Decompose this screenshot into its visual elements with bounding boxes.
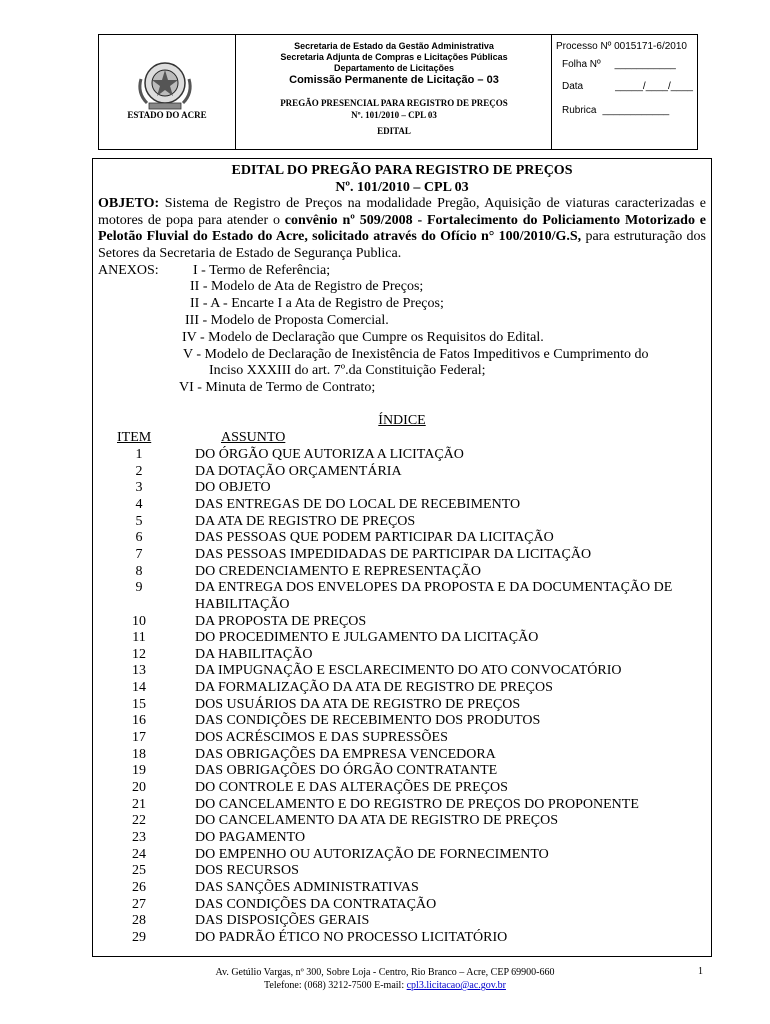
edital-title: EDITAL DO PREGÃO PARA REGISTRO DE PREÇOS — [231, 163, 573, 178]
header-institution-cell — [235, 35, 552, 149]
index-item-subject: DO CANCELAMENTO E DO REGISTRO DE PREÇOS DO PROPONENTE — [195, 796, 639, 812]
anexo-item: V - Modelo de Declaração de Inexistência de Fatos Impeditivos e Cumprimento do — [183, 347, 649, 362]
rubrica-row — [562, 105, 669, 116]
index-item-number: 11 — [132, 630, 146, 646]
header-line-3: Departamento de Licitações — [333, 63, 455, 73]
index-item-subject: DAS ENTREGAS DE DO LOCAL DE RECEBIMENTO — [195, 496, 521, 512]
index-item-number: 5 — [135, 513, 143, 529]
objeto-label: OBJETO: — [98, 196, 160, 211]
index-item-number: 27 — [132, 896, 146, 912]
data-label: Data — [562, 81, 584, 92]
index-item-number: 15 — [132, 696, 146, 712]
index-item-subject: DOS ACRÉSCIMOS E DAS SUPRESSÕES — [195, 730, 448, 746]
header-pregao — [236, 97, 552, 121]
index-item-number: 4 — [135, 496, 143, 512]
footer-contact — [0, 979, 770, 992]
folha-label: Folha Nº — [562, 59, 601, 70]
index-item-subject: DAS CONDIÇÕES DE RECEBIMENTO DOS PRODUTOS — [195, 713, 541, 729]
header-pregao-line-1: PREGÃO PRESENCIAL PARA REGISTRO DE PREÇOS — [280, 98, 508, 108]
data-row — [562, 81, 693, 92]
indice-heading: ÍNDICE — [378, 413, 426, 428]
index-item-subject: DO CREDENCIAMENTO E REPRESENTAÇÃO — [195, 563, 482, 579]
index-item-subject: DAS DISPOSIÇÕES GERAIS — [195, 913, 370, 929]
page-footer — [0, 966, 770, 992]
index-item-number: 17 — [132, 730, 146, 746]
document-header — [98, 34, 698, 150]
process-number: Processo Nº 0015171-6/2010 — [556, 41, 687, 52]
index-item-number: 18 — [132, 746, 146, 762]
index-item-subject: DO OBJETO — [195, 480, 271, 496]
index-item-subject: DA FORMALIZAÇÃO DA ATA DE REGISTRO DE PREÇOS — [195, 680, 553, 696]
index-item-subject: DO ÓRGÃO QUE AUTORIZA A LICITAÇÃO — [195, 447, 464, 462]
anexo-item: IV - Modelo de Declaração que Cumpre os Requisitos do Edital. — [182, 330, 544, 345]
index-item-number: 16 — [132, 713, 146, 729]
column-header-item: ITEM — [117, 430, 152, 445]
index-item-subject: DAS OBRIGAÇÕES DA EMPRESA VENCEDORA — [195, 746, 496, 762]
anexo-item: III - Modelo de Proposta Comercial. — [185, 313, 389, 328]
index-item-number: 19 — [132, 763, 146, 779]
index-item-number: 14 — [132, 680, 146, 696]
edital-body — [92, 158, 712, 957]
header-line-1: Secretaria de Estado da Gestão Administrativa — [294, 41, 494, 51]
index-item-subject: DAS CONDIÇÕES DA CONTRATAÇÃO — [195, 896, 437, 912]
header-edital-label: EDITAL — [377, 126, 411, 136]
folha-value: ___________ — [614, 59, 676, 70]
index-item-number: 6 — [135, 530, 143, 546]
index-item-subject: DAS PESSOAS IMPEDIDADAS DE PARTICIPAR DA LICITAÇÃO — [195, 546, 592, 562]
index-item-number: 12 — [132, 646, 146, 662]
index-item-number: 10 — [132, 613, 146, 629]
objeto-text-2: para estruturação dos Setores da Secretaria de Estado de Segurança Publica. — [98, 229, 706, 261]
index-item-subject: DAS OBRIGAÇÕES DO ÓRGÃO CONTRATANTE — [195, 763, 498, 779]
anexo-item: Inciso XXXIII do art. 7º.da Constituição Federal; — [209, 363, 486, 378]
index-item-subject: DA PROPOSTA DE PREÇOS — [195, 613, 367, 629]
index-item-subject: DO PADRÃO ÉTICO NO PROCESSO LICITATÓRIO — [195, 929, 508, 945]
index-item-number: 20 — [132, 780, 146, 795]
edital-subtitle: Nº. 101/2010 – CPL 03 — [335, 180, 469, 195]
index-item-subject: DA IMPUGNAÇÃO E ESCLARECIMENTO DO ATO CONVOCATÓRIO — [195, 663, 622, 679]
index-item-number: 8 — [135, 563, 143, 579]
index-item-subject: DA ENTREGA DOS ENVELOPES DA PROPOSTA E DA DOCUMENTAÇÃO DE HABILITAÇÃO — [195, 580, 673, 612]
index-item-subject: DO CANCELAMENTO DA ATA DE REGISTRO DE PREÇOS — [195, 813, 559, 829]
index-item-number: 9 — [135, 580, 143, 596]
index-item-number: 23 — [132, 829, 146, 845]
index-item-number: 25 — [132, 863, 146, 879]
index-item-subject: DA HABILITAÇÃO — [195, 646, 313, 662]
index-item-subject: DOS USUÁRIOS DA ATA DE REGISTRO DE PREÇOS — [195, 696, 521, 712]
index-item-number: 2 — [135, 463, 143, 479]
footer-phone: Telefone: (068) 3212-7500 E-mail: — [264, 980, 405, 991]
index-item-number: 29 — [132, 929, 146, 945]
header-commission: Comissão Permanente de Licitação – 03 — [289, 74, 499, 86]
index-item-subject: DO CONTROLE E DAS ALTERAÇÕES DE PREÇOS — [195, 780, 508, 795]
anexo-item: I - Termo de Referência; — [193, 263, 331, 278]
index-item-number: 22 — [132, 813, 146, 829]
index-item-subject: DAS PESSOAS QUE PODEM PARTICIPAR DA LICITAÇÃO — [195, 530, 554, 546]
page-number: 1 — [698, 966, 703, 977]
index-item-number: 1 — [135, 447, 143, 462]
header-process-cell — [551, 35, 698, 149]
index-item-subject: DA DOTAÇÃO ORÇAMENTÁRIA — [195, 463, 402, 479]
objeto-bold: convênio nº 509/2008 - Fortalecimento do Policiamento Motorizado e Pelotão Fluvial do Estado do Acre, solicitado através do Ofício n° 100/2010/G.S, — [98, 212, 706, 245]
rubrica-label: Rubrica — [562, 105, 597, 116]
footer-email-link[interactable]: cpl3.licitacao@ac.gov.br — [406, 980, 506, 991]
index-item-number: 26 — [132, 879, 146, 895]
index-item-number: 13 — [132, 663, 146, 679]
index-item-subject: DO EMPENHO OU AUTORIZAÇÃO DE FORNECIMENTO — [195, 846, 549, 862]
objeto-paragraph — [98, 196, 706, 262]
index-item-subject: DO PROCEDIMENTO E JULGAMENTO DA LICITAÇÃO — [195, 630, 539, 646]
state-label: ESTADO DO ACRE — [127, 110, 207, 120]
anexos-label: ANEXOS: — [98, 263, 159, 278]
anexo-item: VI - Minuta de Termo de Contrato; — [179, 380, 376, 395]
state-seal-icon — [133, 53, 197, 117]
index-item-subject: DO PAGAMENTO — [195, 829, 306, 845]
index-item-subject: DA ATA DE REGISTRO DE PREÇOS — [195, 513, 416, 529]
anexo-item: II - Modelo de Ata de Registro de Preços; — [190, 279, 424, 294]
index-item-number: 7 — [135, 546, 143, 562]
index-item-number: 3 — [135, 480, 143, 496]
index-item-number: 24 — [132, 846, 146, 862]
folha-row — [562, 59, 676, 70]
header-line-2: Secretaria Adjunta de Compras e Licitações Públicas — [280, 52, 508, 62]
footer-address: Av. Getúlio Vargas, nº 300, Sobre Loja - Centro, Rio Branco – Acre, CEP 69900-660 — [215, 967, 555, 978]
column-header-assunto: ASSUNTO — [221, 430, 286, 445]
header-seal-cell — [99, 35, 235, 149]
index-item-number: 28 — [132, 913, 146, 929]
index-item-subject: DAS SANÇÕES ADMINISTRATIVAS — [195, 879, 419, 895]
index-item-subject: DOS RECURSOS — [195, 863, 299, 879]
index-item-number: 21 — [132, 796, 146, 812]
header-pregao-line-2: Nº. 101/2010 – CPL 03 — [351, 110, 437, 120]
data-value: _____/____/____ — [615, 81, 693, 92]
rubrica-value: ____________ — [602, 105, 670, 116]
anexo-item: II - A - Encarte I a Ata de Registro de Preços; — [190, 296, 444, 311]
objeto-text-1: Sistema de Registro de Preços na modalidade Pregão, Aquisição de viaturas caracterizadas e motores de popa para atender o — [98, 196, 706, 228]
